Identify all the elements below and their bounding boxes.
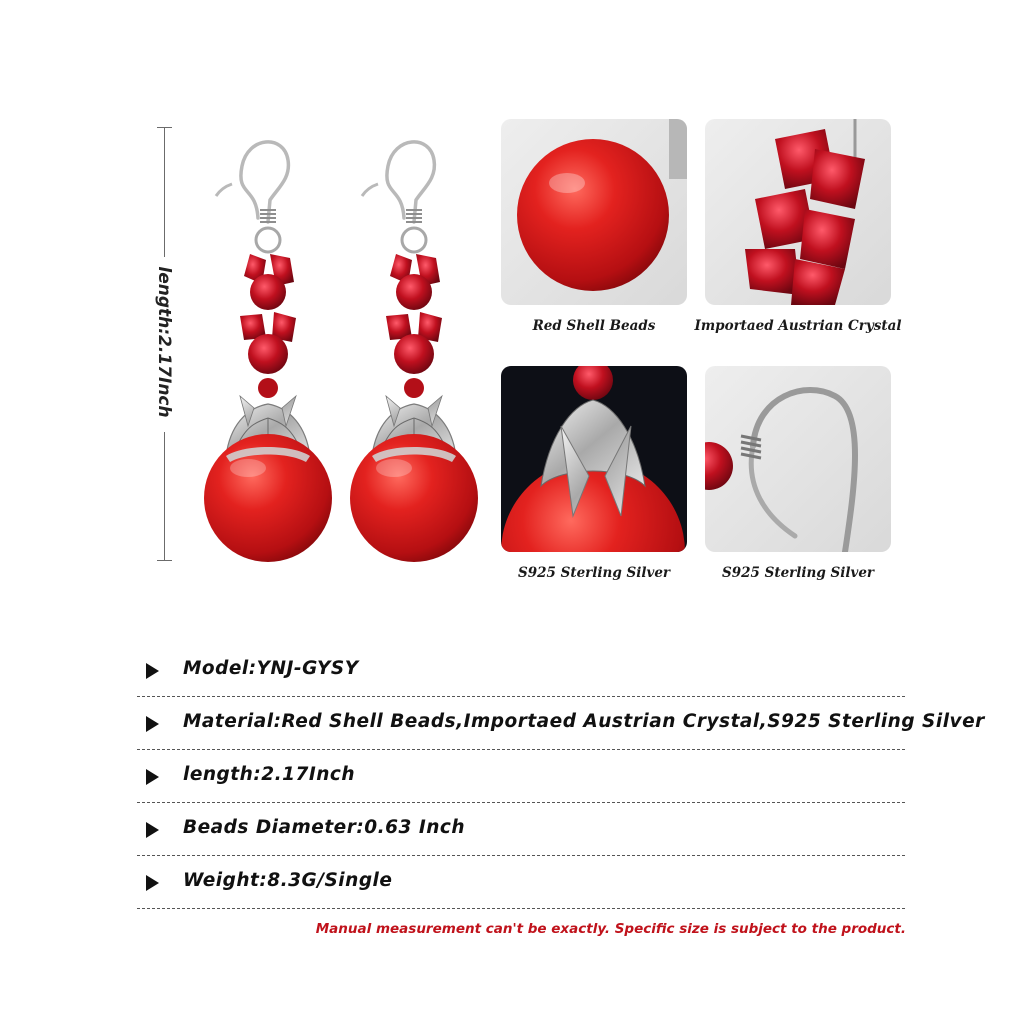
spec-divider — [137, 802, 905, 803]
measure-bottom-tick — [157, 560, 172, 561]
caption-austrian-crystal: Importaed Austrian Crystal — [694, 318, 902, 334]
earring-pair-image — [190, 126, 480, 566]
silver-hook-thumbnail — [705, 366, 891, 552]
spec-divider — [137, 696, 905, 697]
caption-red-shell-beads: Red Shell Beads — [532, 318, 656, 334]
measurement-disclaimer: Manual measurement can't be exactly. Specific size is subject to the product. — [315, 921, 906, 937]
measure-line-bottom — [164, 432, 165, 560]
arrow-bullet-icon — [146, 822, 159, 838]
spec-row-model — [146, 650, 906, 696]
caption-sterling-silver-1: S925 Sterling Silver — [517, 565, 671, 581]
red-shell-bead-thumbnail — [501, 119, 687, 305]
arrow-bullet-icon — [146, 663, 159, 679]
spec-row-diameter — [146, 809, 906, 855]
spec-material: Material:Red Shell Beads,Importaed Austrian Crystal,S925 Sterling Silver — [183, 711, 985, 732]
crystal-thumbnail — [705, 119, 891, 305]
length-label: length:2.17Inch — [154, 266, 174, 418]
arrow-bullet-icon — [146, 716, 159, 732]
spec-row-length — [146, 756, 906, 802]
arrow-bullet-icon — [146, 769, 159, 785]
spec-length: length:2.17Inch — [183, 764, 356, 785]
spec-divider — [137, 855, 905, 856]
spec-weight: Weight:8.3G/Single — [183, 870, 393, 891]
spec-divider — [137, 749, 905, 750]
spec-row-weight — [146, 862, 906, 908]
arrow-bullet-icon — [146, 875, 159, 891]
measure-line-top — [164, 127, 165, 257]
caption-sterling-silver-2: S925 Sterling Silver — [721, 565, 875, 581]
spec-divider — [137, 908, 905, 909]
silver-cap-thumbnail — [501, 366, 687, 552]
spec-row-material — [146, 703, 985, 749]
spec-beads-diameter: Beads Diameter:0.63 Inch — [183, 817, 466, 838]
spec-model: Model:YNJ-GYSY — [183, 658, 359, 679]
